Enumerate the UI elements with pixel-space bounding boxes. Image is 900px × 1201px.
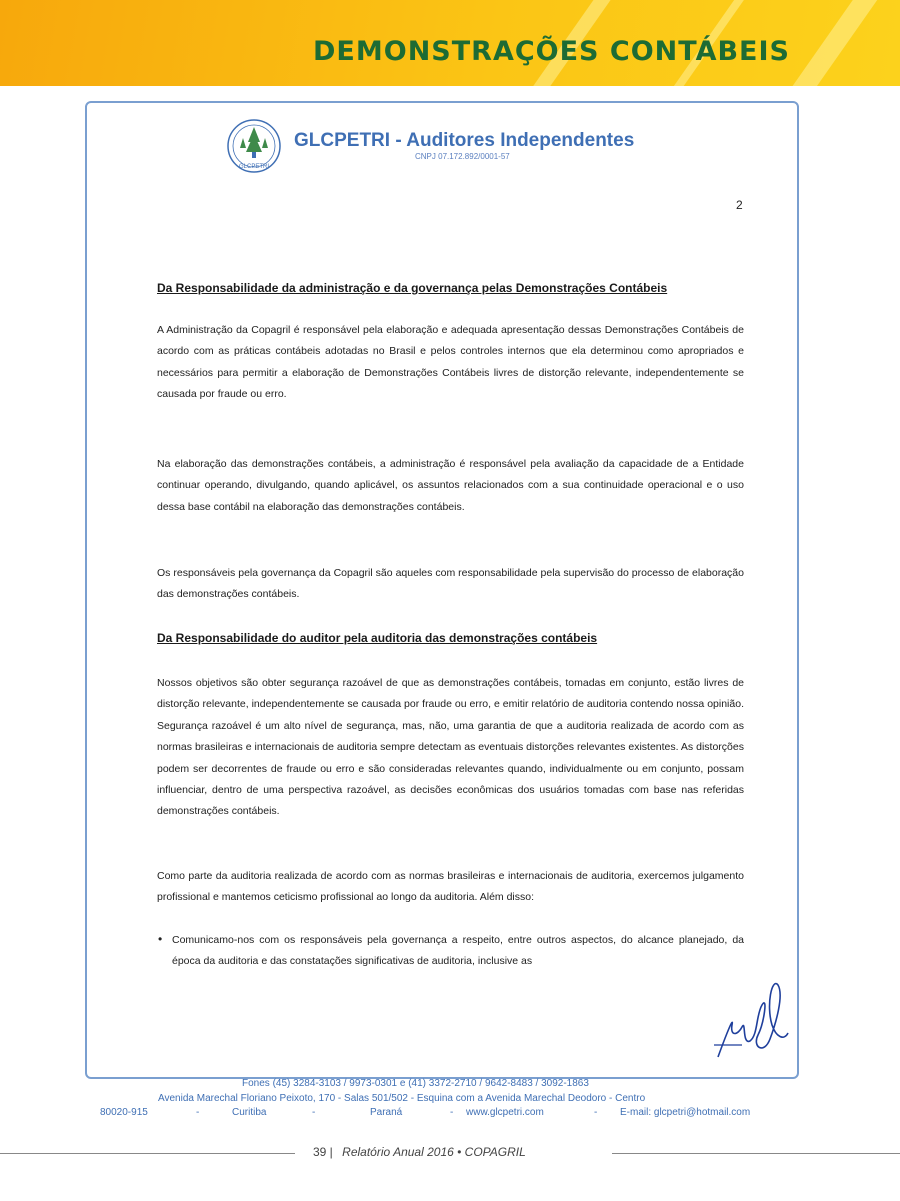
page-number: 2 [736, 198, 743, 212]
banner-streak [782, 0, 879, 86]
paragraph: Nossos objetivos são obter segurança razoável de que as demonstrações contábeis, tomadas em conjunto, estão livres de distorção relevante, independentemente se causada por fraude ou erro, e emitir relatório de auditoria contendo nossa opinião. Segurança razoável é um alto nível de segurança, mas, não, uma garantia de que a auditoria realizada de acordo com as normas brasileiras e internacionais de auditoria sempre detectam as eventuais distorções relevantes existentes. As distorções podem ser decorrentes de fraude ou erro e são consideradas relevantes quando, individualmente ou em conjunto, possam influenciar, dentro de uma perspectiva razoável, as decisões econômicas dos usuários tomadas com base nas referidas demonstrações contábeis. [157, 677, 744, 818]
footer-cep: 80020-915 [100, 1107, 148, 1118]
logo-text: GLCPETRI [238, 164, 270, 170]
footer-city: Curitiba [232, 1107, 267, 1118]
footer-rule [612, 1153, 900, 1154]
signature-mark [712, 975, 792, 1065]
section-title: DEMONSTRAÇÕES CONTÁBEIS [313, 36, 790, 67]
section-heading: Da Responsabilidade do auditor pela auditoria das demonstrações contábeis [157, 631, 598, 645]
footer-state: Paraná [370, 1107, 403, 1118]
firm-cnpj: CNPJ 07.172.892/0001-57 [415, 152, 510, 161]
paragraph: Como parte da auditoria realizada de acordo com as normas brasileiras e internacionais de auditoria, exercemos julgamento profissional e mantemos ceticismo profissional ao longo da auditoria. Além disso: [157, 870, 744, 904]
bullet-icon: • [158, 932, 163, 946]
footer-separator: - [312, 1107, 316, 1118]
footer-separator: - [594, 1107, 598, 1118]
paragraph: A Administração da Copagril é responsável pela elaboração e adequada apresentação dessas Demonstrações Contábeis de acordo com as práticas contábeis adotadas no Brasil e pelos controles internos que ela determinou como apropriados e necessários para permitir a elaboração de Demonstrações Contábeis livres de distorção relevante, independentemente se causada por fraude ou erro. [157, 324, 744, 401]
firm-logo-icon [226, 118, 282, 174]
footer-separator: - [196, 1107, 200, 1118]
bullet-item: Comunicamo-nos com os responsáveis pela governança a respeito, entre outros aspectos, do alcance planejado, da época da auditoria e das constatações significativas de auditoria, inclusive as [172, 934, 744, 968]
footer-address: Avenida Marechal Floriano Peixoto, 170 - Salas 501/502 - Esquina com a Avenida Marechal Deodoro - Centro [158, 1093, 646, 1104]
section-heading: Da Responsabilidade da administração e da governança pelas Demonstrações Contábeis [157, 281, 668, 295]
footer-email: E-mail: glcpetri@hotmail.com [620, 1107, 751, 1118]
footer-separator: - [450, 1107, 454, 1118]
footer-phones: Fones (45) 3284-3103 / 9973-0301 e (41) 3372-2710 / 9642-8483 / 3092-1863 [242, 1078, 589, 1089]
report-page-number: 39 | [313, 1145, 333, 1159]
paragraph: Na elaboração das demonstrações contábeis, a administração é responsável pela avaliação da capacidade de a Entidade continuar operando, divulgando, quando aplicável, os assuntos relacionados com a sua continuidade operacional e o uso dessa base contábil na elaboração das demonstrações contábeis. [157, 458, 744, 513]
firm-name: GLCPETRI - Auditores Independentes [294, 130, 635, 151]
footer-website: www.glcpetri.com [466, 1107, 544, 1118]
paragraph: Os responsáveis pela governança da Copagril são aqueles com responsabilidade pela supervisão do processo de elaboração das demonstrações contábeis. [157, 567, 744, 601]
report-title: Relatório Anual 2016 • COPAGRIL [342, 1145, 526, 1159]
header-banner [0, 0, 900, 86]
report-footer [313, 1145, 526, 1159]
footer-rule [0, 1153, 295, 1154]
